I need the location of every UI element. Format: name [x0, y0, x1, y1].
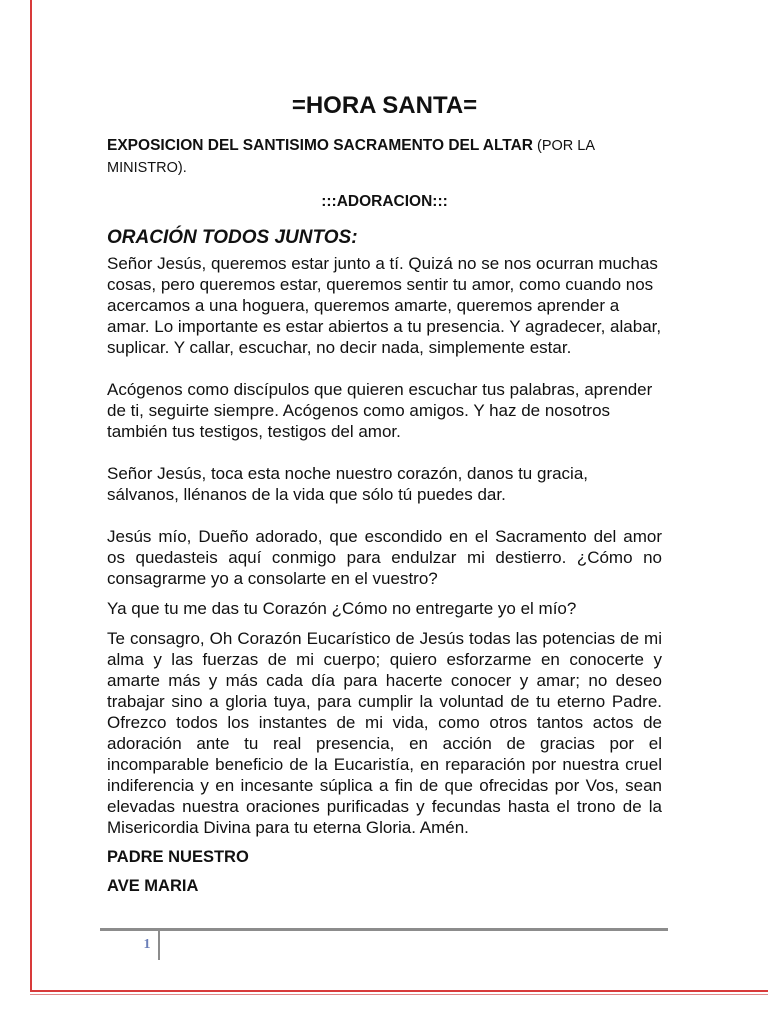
paragraph-3: Señor Jesús, toca esta noche nuestro corazón, danos tu gracia, sálvanos, llénanos de la vida que sólo tú puedes dar.	[107, 464, 589, 504]
oracion-heading: ORACIÓN TODOS JUNTOS:	[107, 227, 358, 248]
paragraph-6: Te consagro, Oh Corazón Eucarístico de Jesús todas las potencias de mi alma y las fuerzas de mi cuerpo; quiero esforzarme en conocerte y amarte más y más cada día para hacerte conocer y amar; no deseo trabajar sino a gloria tuya, para cumplir la voluntad de tu eterno Padre. Ofrezco todos los instantes de mi vida, como otros tantos actos de adoración ante tu real presencia, en acción de gracias por el incomparable beneficio de la Eucaristía, en reparación por nuestra cruel indiferencia y en incesante súplica a fin de que ofrecidas por Vos, sean elevadas nuestra oraciones purificadas y fecundas hasta el trono de la Misericordia Divina para tu eterna Gloria. Amén.	[107, 629, 662, 837]
page-border-bottom-inner	[30, 994, 768, 995]
page-border-left	[30, 0, 32, 992]
padre-nuestro: PADRE NUESTRO	[107, 848, 249, 866]
footer-rule	[100, 928, 668, 931]
paragraph-1: Señor Jesús, queremos estar junto a tí. Quizá no se nos ocurran muchas cosas, pero queremos estar, queremos sentir tu amor, como cuando nos acercamos a una hoguera, queremos amarte, queremos aprender a amar. Lo importante es estar abiertos a tu presencia. Y agradecer, alabar, suplicar. Y callar, escuchar, no decir nada, simplemente estar.	[107, 254, 662, 357]
document-title: =HORA SANTA=	[291, 92, 478, 119]
page-border-bottom	[30, 990, 768, 992]
adoracion-heading: :::ADORACION:::	[321, 193, 448, 210]
paragraph-5: Ya que tu me das tu Corazón ¿Cómo no entregarte yo el mío?	[107, 599, 577, 618]
exposicion-line	[107, 135, 662, 179]
document-body	[107, 86, 662, 896]
page-number: 1	[143, 937, 151, 952]
paragraph-2: Acógenos como discípulos que quieren escuchar tus palabras, aprender de ti, seguirte siempre. Acógenos como amigos. Y haz de nosotros también tus testigos, testigos del amor.	[107, 380, 653, 441]
ave-maria: AVE MARIA	[107, 877, 199, 895]
page-number-divider	[158, 930, 160, 960]
exposicion-note: (POR LA MINISTRO).	[107, 138, 595, 176]
paragraph-4: Jesús mío, Dueño adorado, que escondido en el Sacramento del amor os quedasteis aquí conmigo para endulzar mi destierro. ¿Cómo no consagrarme yo a consolarte en el vuestro?	[107, 527, 662, 588]
exposicion-heading: EXPOSICION DEL SANTISIMO SACRAMENTO DEL ALTAR	[107, 137, 533, 154]
